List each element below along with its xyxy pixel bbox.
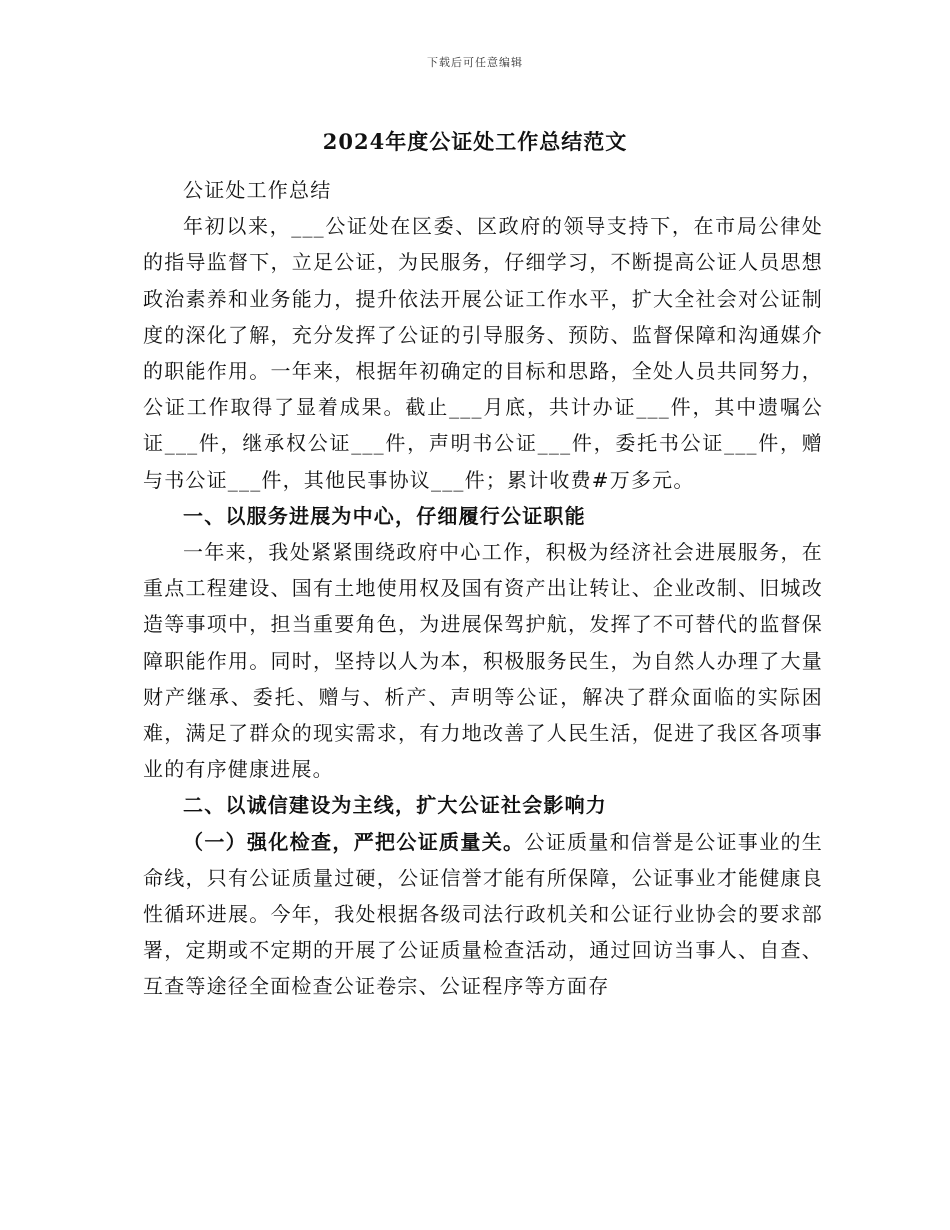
paragraph-heading-line: 公证处工作总结 — [183, 178, 332, 202]
document-body — [143, 172, 823, 1005]
section-heading-1: 一、以服务进展为中心，仔细履行公证职能 — [183, 503, 586, 528]
section-heading-2: 二、以诚信建设为主线，扩大公证社会影响力 — [183, 793, 607, 818]
subsection-lead: （一）强化检查，严把公证质量关。 — [183, 829, 525, 854]
paragraph-section-1: 一年来，我处紧紧围绕政府中心工作，积极为经济社会进展服务，在重点工程建设、国有土地使用权及国有资产出让转让、企业改制、旧城改造等事项中，担当重要角色，为进展保驾护航，发挥了不可替代的监督保障职能作用。同时，坚持以人为本，积极服务民生，为自然人办理了大量财产继承、委托、赠与、析产、声明等公证，解决了群众面临的实际困难，满足了群众的现实需求，有力地改善了人民生活，促进了我区各项事业的有序健康进展。 — [143, 540, 823, 782]
document-title: 2024年度公证处工作总结范文 — [322, 129, 628, 154]
subsection-text: 公证质量和信誉是公证事业的生命线，只有公证质量过硬，公证信誉才能有所保障，公证事业才能健康良性循环进展。今年，我处根据各级司法行政机关和公证行业协会的要求部署，定期或不定期的开展了公证质量检查活动，通过回访当事人、自查、互查等途径全面检查公证卷宗、公证程序等方面存 — [143, 829, 823, 999]
paragraph-intro: 年初以来，___公证处在区委、区政府的领导支持下，在市局公律处的指导监督下，立足公证，为民服务，仔细学习，不断提高公证人员思想政治素养和业务能力，提升依法开展公证工作水平，扩大全社会对公证制度的深化了解，充分发挥了公证的引导服务、预防、监督保障和沟通媒介的职能作用。一年来，根据年初确定的目标和思路，全处人员共同努力，公证工作取得了显着成果。截止___月底，共计办证___件，其中遗嘱公证___件，继承权公证___件，声明书公证___件，委托书公证___件，赠与书公证___件，其他民事协议___件；累计收费#万多元。 — [143, 214, 823, 492]
header-note: 下载后可任意编辑 — [427, 56, 523, 69]
paragraph-section-2-1 — [143, 824, 823, 1005]
